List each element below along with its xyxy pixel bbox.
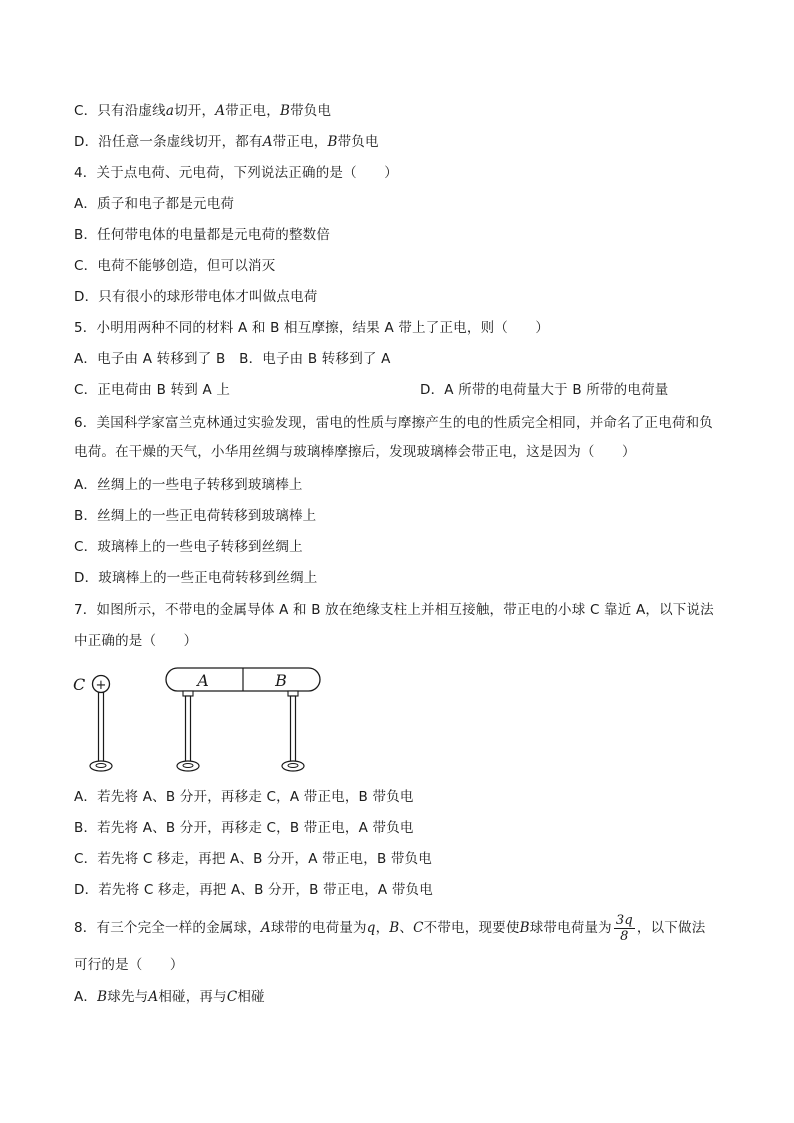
q6-stem-line1: 6．美国科学家富兰克林通过实验发现，雷电的性质与摩擦产生的电的性质完全相同，并命名了正电荷和负 <box>74 415 713 431</box>
q6-option-a: A．丝绸上的一些电子转移到玻璃棒上 <box>74 477 303 493</box>
stand-b <box>282 691 304 771</box>
q7-option-d: D．若先将 C 移走，再把 A、B 分开，B 带正电，A 带负电 <box>74 882 433 898</box>
fraction-3q-over-8: $\frac{3q}{8}$ <box>615 912 633 944</box>
label-a: A <box>197 671 209 690</box>
label-b: B <box>275 671 287 690</box>
q8-stem-line2: 可行的是（ ） <box>74 957 184 973</box>
q4-option-b: B．任何带电体的电量都是元电荷的整数倍 <box>74 227 331 243</box>
q5-option-c: C．正电荷由 B 转到 A 上 <box>74 382 231 398</box>
q4-option-d: D．只有很小的球形带电体才叫做点电荷 <box>74 289 318 305</box>
q8-option-a: A．B球先与A相碰，再与C相碰 <box>74 989 265 1005</box>
q4-option-a: A．质子和电子都是元电荷 <box>74 196 235 212</box>
q7-stem-line1: 7．如图所示，不带电的金属导体 A 和 B 放在绝缘支柱上并相互接触，带正电的小球 C 靠近 A，以下说法 <box>74 602 714 618</box>
q7-option-b: B．若先将 A、B 分开，再移走 C，B 带正电，A 带负电 <box>74 820 414 836</box>
q7-option-a: A．若先将 A、B 分开，再移走 C，A 带正电，B 带负电 <box>74 789 414 805</box>
q5-option-d: D．A 所带的电荷量大于 B 所带的电荷量 <box>420 382 669 398</box>
q5-options-cd <box>74 380 669 400</box>
q3-option-c: C．只有沿虚线a切开，A带正电，B带负电 <box>74 103 332 119</box>
q6-stem-line2: 电荷。在干燥的天气，小华用丝绸与玻璃棒摩擦后，发现玻璃棒会带正电，这是因为（ ） <box>74 444 636 460</box>
q7-stem-line2: 中正确的是（ ） <box>74 633 198 649</box>
q7-option-c: C．若先将 C 移走，再把 A、B 分开，A 带正电，B 带负电 <box>74 851 432 867</box>
conductor-ab <box>166 668 320 691</box>
q8-stem-line1: 8．有三个完全一样的金属球，A球带的电荷量为q，B、C不带电，现要使B球带电荷量为 $\frac{3q}{8}$ ，以下做法 <box>74 912 706 944</box>
q3-option-d: D．沿任意一条虚线切开，都有A带正电，B带负电 <box>74 134 379 150</box>
q6-option-c: C．玻璃棒上的一些电子转移到丝绸上 <box>74 539 303 555</box>
stand-a <box>177 691 199 771</box>
label-c: C <box>73 675 86 694</box>
q6-option-d: D．玻璃棒上的一些正电荷转移到丝绸上 <box>74 570 318 586</box>
q6-option-b: B．丝绸上的一些正电荷转移到玻璃棒上 <box>74 508 317 524</box>
q5-options-ab: A．电子由 A 转移到了 B B．电子由 B 转移到了 A <box>74 351 391 367</box>
charged-ball-c <box>90 676 112 772</box>
q4-option-c: C．电荷不能够创造，但可以消灭 <box>74 258 276 274</box>
q5-stem: 5．小明用两种不同的材料 A 和 B 相互摩擦，结果 A 带上了正电，则（ ） <box>74 320 550 336</box>
q7-figure <box>70 660 330 775</box>
conductor-diagram <box>70 660 330 775</box>
plus-sign: + <box>95 678 107 693</box>
q4-stem: 4．关于点电荷、元电荷，下列说法正确的是（ ） <box>74 165 398 181</box>
